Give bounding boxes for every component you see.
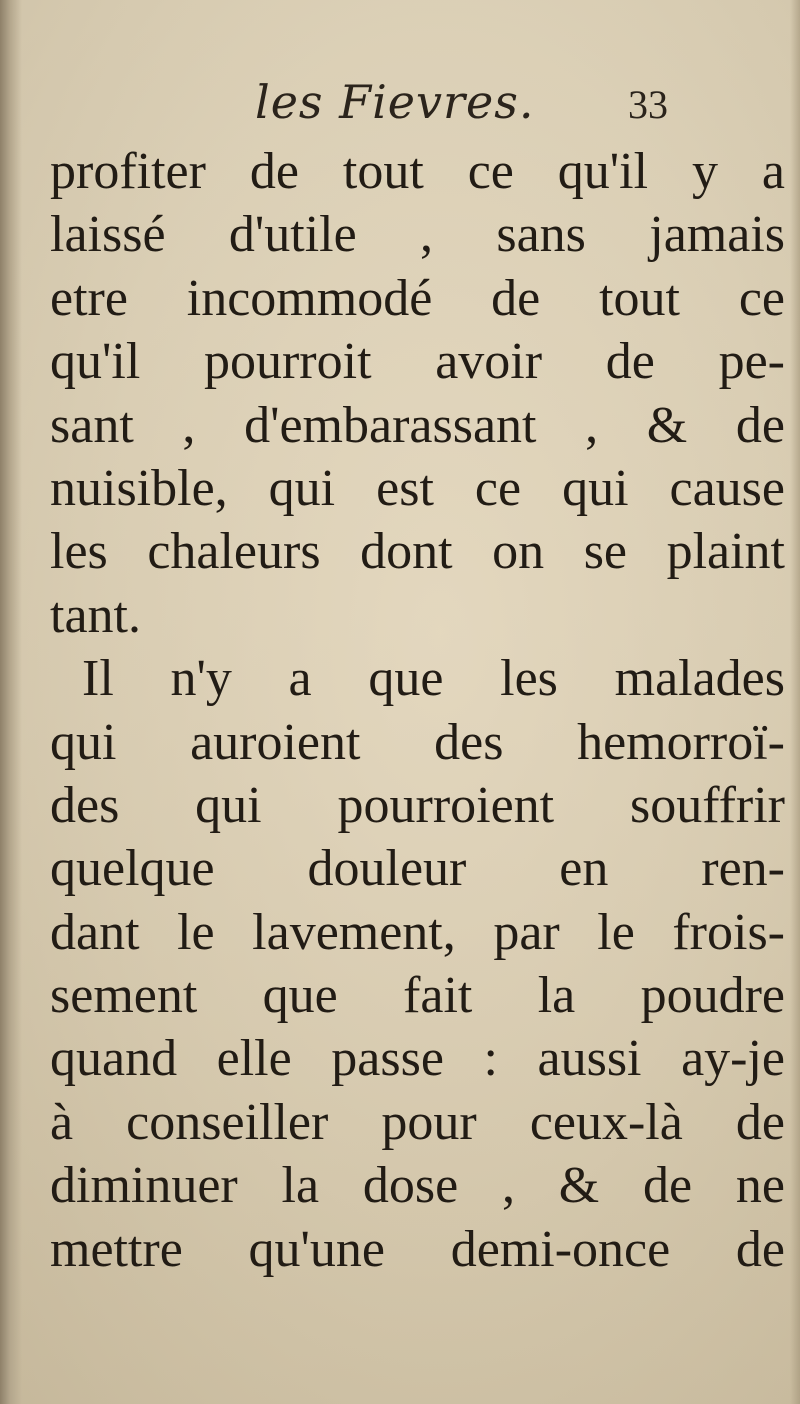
text-line: nuisible, qui est ce qui cause bbox=[50, 459, 785, 517]
running-title: les Fievres. bbox=[255, 75, 535, 129]
paragraph-start-line: Il n'y a que les malades bbox=[82, 650, 785, 708]
text-line: dant le lavement, par le frois- bbox=[50, 903, 785, 961]
text-line: profiter de tout ce qu'il y a bbox=[50, 143, 785, 200]
text-line: à conseiller pour ceux-là de bbox=[50, 1093, 785, 1151]
text-line: sant , d'embarassant , & de bbox=[50, 396, 785, 454]
text-line: des qui pourroient souffrir bbox=[50, 776, 785, 834]
text-line: les chaleurs dont on se plaint bbox=[50, 523, 785, 581]
body-text bbox=[50, 140, 785, 1281]
text-line: mettre qu'une demi-once de bbox=[50, 1220, 785, 1278]
text-line: diminuer la dose , & de ne bbox=[50, 1157, 785, 1215]
text-line: qu'il pourroit avoir de pe- bbox=[50, 333, 785, 391]
text-line: quand elle passe : aussi ay-je bbox=[50, 1030, 785, 1088]
running-header bbox=[0, 72, 800, 142]
text-line: sement que fait la poudre bbox=[50, 967, 785, 1025]
page-edge-shadow bbox=[790, 0, 800, 1404]
page-gutter-shadow bbox=[0, 0, 22, 1404]
page-number: 33 bbox=[628, 82, 668, 127]
text-line: laissé d'utile , sans jamais bbox=[50, 206, 785, 264]
text-line: qui auroient des hemorroï- bbox=[50, 713, 785, 771]
text-line: etre incommodé de tout ce bbox=[50, 269, 785, 327]
paragraph-end-line: tant. bbox=[50, 586, 141, 644]
text-line: quelque douleur en ren- bbox=[50, 840, 785, 898]
